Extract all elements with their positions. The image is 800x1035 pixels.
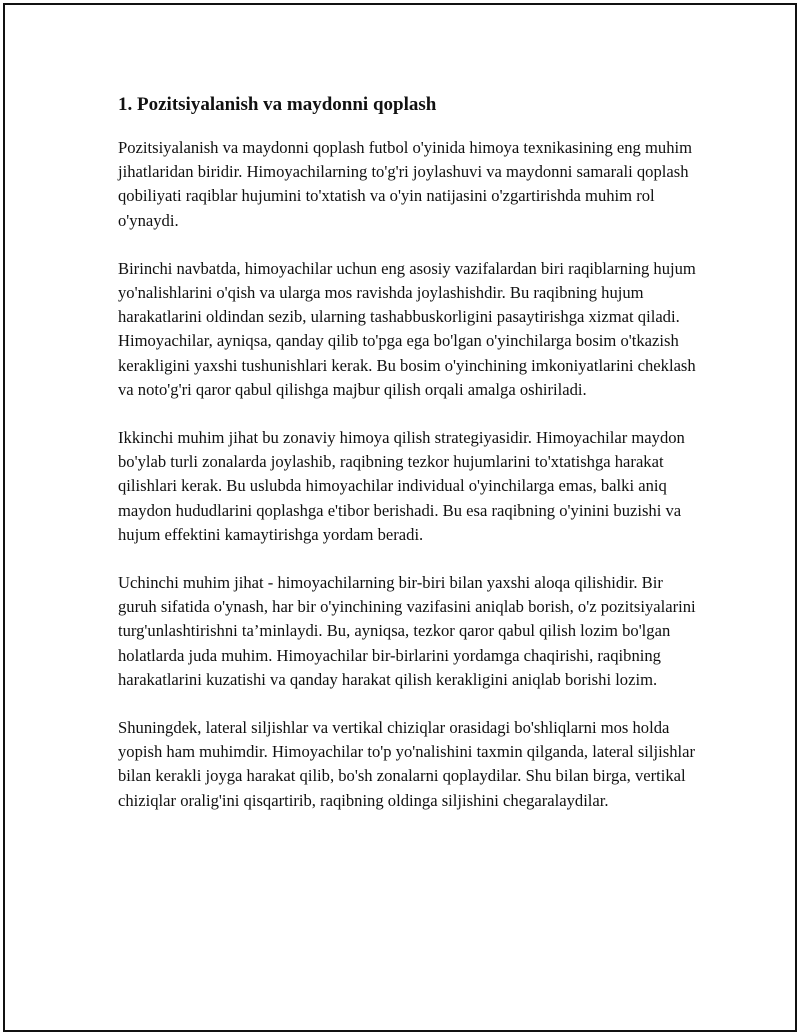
paragraph-2: Birinchi navbatda, himoyachilar uchun eng asosiy vazifalardan biri raqiblarning hujum yo'nalishlarini o'qish va ularga mos ravishda joylashishdir. Bu raqibning hujum harakatlarini oldindan sezib, ularning tashabbuskorligini pasaytirishga xizmat qiladi. Himoyachilar, ayniqsa, qanday qilib to'pga ega bo'lgan o'yinchilarga bosim o'tkazish kerakligini yaxshi tushunishlari kerak. Bu bosim o'yinchining imkoniyatlarini cheklash va noto'g'ri qaror qabul qilishga majbur qilish orqali amalga oshiriladi. bbox=[118, 258, 696, 399]
paragraph-1: Pozitsiyalanish va maydonni qoplash futbol o'yinida himoya texnikasining eng muhim jihatlaridan biridir. Himoyachilarning to'g'ri joylashuvi va maydonni samarali qoplash qobiliyati raqiblar hujumini to'xtatish va o'yin natijasini o'zgartirishda muhim rol o'ynaydi. bbox=[118, 138, 693, 230]
section-title: 1. Pozitsiyalanish va maydonni qoplash bbox=[118, 94, 437, 115]
paragraph-4: Uchinchi muhim jihat - himoyachilarning bir-biri bilan yaxshi aloqa qilishidir. Bir guruh sifatida o'ynash, har bir o'yinchining vazifasini aniqlab borish, o'z pozitsiyalarini turg'unlashtirishni ta’minlaydi. Bu, ayniqsa, tezkor qaror qabul qilish lozim bo'lgan holatlarda juda muhim. Himoyachilar bir-birlarini yordamga chaqirishi, raqibning harakatlarini kuzatishi va qanday harakat qilish kerakligini aniqlab borishi lozim. bbox=[118, 573, 696, 689]
paragraph-5: Shuningdek, lateral siljishlar va vertikal chiziqlar orasidagi bo'shliqlarni mos holda yopish ham muhimdir. Himoyachilar to'p yo'nalishini taxmin qilganda, lateral siljishlar bilan kerakli joyga harakat qilib, bo'sh zonalarni qoplaydilar. Shu bilan birga, vertikal chiziqlar oralig'ini qisqartirib, raqibning oldinga siljishini chegaralaydilar. bbox=[118, 718, 695, 810]
document-body bbox=[118, 92, 698, 837]
paragraph-3: Ikkinchi muhim jihat bu zonaviy himoya qilish strategiyasidir. Himoyachilar maydon bo'ylab turli zonalarda joylashib, raqibning tezkor hujumlarini to'xtatishga harakat qilishlari kerak. Bu uslubda himoyachilar individual o'yinchilarga emas, balki aniq maydon hududlarini qoplashga e'tibor berishadi. Bu esa raqibning o'yinini buzishi va hujum effektini kamaytirishga yordam beradi. bbox=[118, 428, 685, 544]
